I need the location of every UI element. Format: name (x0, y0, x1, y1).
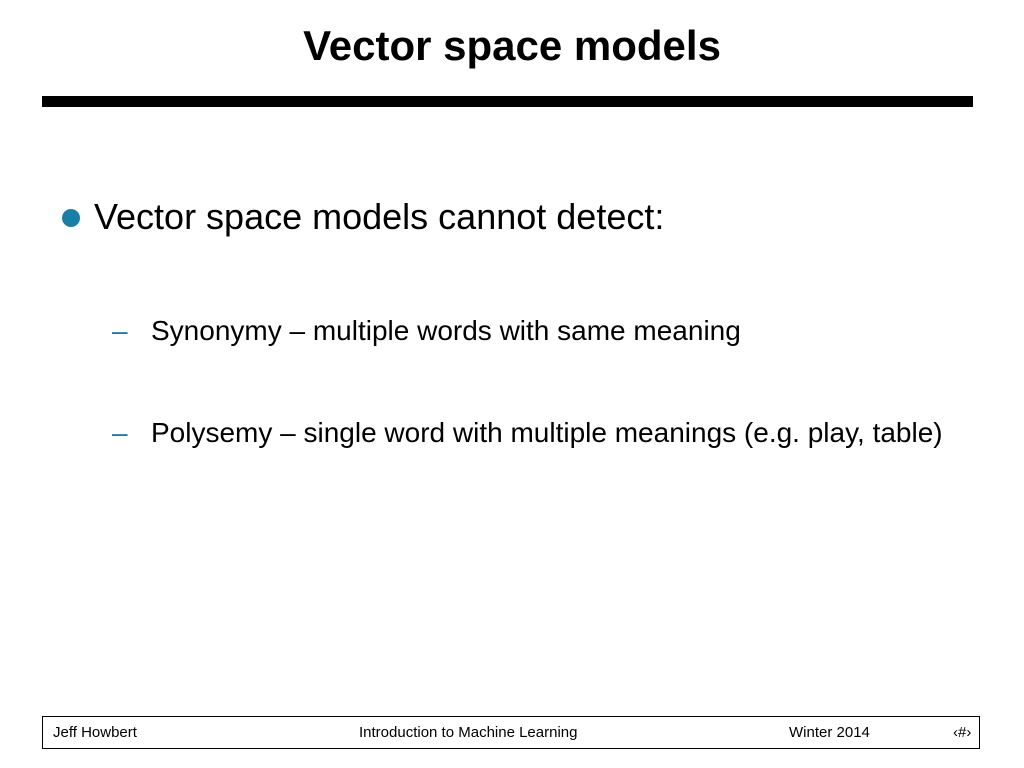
slide-title: Vector space models (303, 22, 721, 69)
sub-bullet-dash-icon: – (112, 315, 128, 346)
footer-author: Jeff Howbert (53, 724, 137, 741)
slide-footer (42, 716, 980, 749)
sub-bullet-text: Polysemy – single word with multiple meanings (e.g. play, table) (151, 417, 943, 448)
footer-course: Introduction to Machine Learning (359, 724, 578, 741)
footer-page-number: ‹#› (953, 724, 972, 741)
bullet-dot-icon (62, 209, 80, 227)
bullet-text: Vector space models cannot detect: (94, 196, 665, 237)
footer-term: Winter 2014 (789, 724, 870, 741)
title-divider (42, 96, 973, 107)
sub-bullet-dash-icon: – (112, 417, 128, 448)
sub-bullet-text: Synonymy – multiple words with same meaning (151, 315, 741, 346)
